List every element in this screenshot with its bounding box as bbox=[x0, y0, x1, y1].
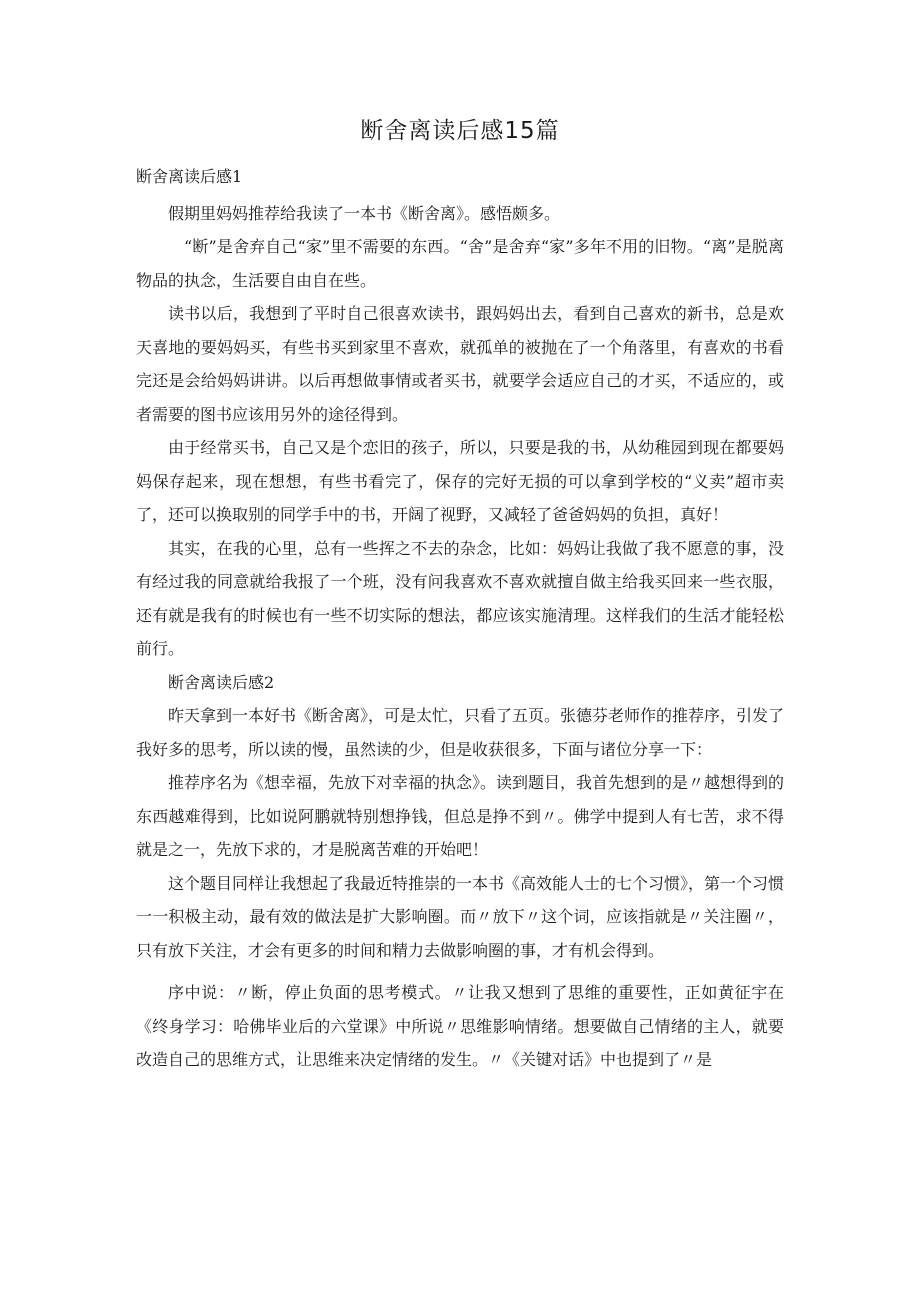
paragraph: 这个题目同样让我想起了我最近特推崇的一本书《高效能人士的七个习惯》，第一个习惯一一积极主动，最有效的做法是扩大影响圈。而〃放下〃这个词，应该指就是〃关注圈〃，只有放下关注，才会有更多的时间和精力去做影响圈的事，才有机会得到。 bbox=[136, 873, 785, 960]
paragraph: 序中说：〃断，停止负面的思考模式。〃让我又想到了思维的重要性，正如黄征宇在《终身学习：哈佛毕业后的六堂课》中所说〃思维影响情绪。想要做自己情绪的主人，就要改造自己的思维方式，让思维来决定情绪的发生。〃《关键对话》中也提到了〃是 bbox=[136, 983, 784, 1069]
paragraph: 读书以后，我想到了平时自己很喜欢读书，跟妈妈出去，看到自己喜欢的新书，总是欢天喜地的要妈妈买，有些书买到家里不喜欢，就孤单的被抛在了一个角落里，有喜欢的书看完还是会给妈妈讲讲。以后再想做事情或者买书，就要学会适应自己的才买，不适应的，或者需要的图书应该用另外的途径得到。 bbox=[136, 304, 784, 424]
paragraph: “断”是舍弃自己“家”里不需要的东西。“舍”是舍弃“家”多年不用的旧物。“离”是脱离物品的执念，生活要自由自在些。 bbox=[136, 237, 784, 290]
paragraph: 昨天拿到一本好书《断舍离》，可是太忙，只看了五页。张德芬老师作的推荐序，引发了我好多的思考，所以读的慢，虽然读的少，但是收获很多，下面与诸位分享一下： bbox=[136, 706, 785, 759]
paragraph: 假期里妈妈推荐给我读了一本书《断舍离》。感悟颇多。 bbox=[168, 203, 561, 223]
document-body bbox=[136, 160, 784, 1077]
paragraph: 其实，在我的心里，总有一些挥之不去的杂念，比如：妈妈让我做了我不愿意的事，没有经过我的同意就给我报了一个班，没有问我喜欢不喜欢就擅自做主给我买回来一些衣服，还有就是我有的时候也有一些不切实际的想法，都应该实施清理。这样我们的生活才能轻松前行。 bbox=[136, 538, 784, 658]
section-heading-1: 断舍离读后感1 bbox=[136, 167, 243, 186]
paragraph: 由于经常买书，自己又是个恋旧的孩子，所以，只要是我的书，从幼稚园到现在都要妈妈保存起来，现在想想，有些书看完了，保存的完好无损的可以拿到学校的“义卖”超市卖了，还可以换取别的同学手中的书，开阔了视野，又减轻了爸爸妈妈的负担，真好！ bbox=[136, 438, 784, 524]
paragraph: 推荐序名为《想幸福，先放下对幸福的执念》。读到题目，我首先想到的是〃越想得到的东西越难得到，比如说阿鹏就特别想挣钱，但总是挣不到〃。佛学中提到人有七苦，求不得就是之一，先放下求的，才是脱离苦难的开始吧！ bbox=[136, 773, 785, 859]
section-heading-2: 断舍离读后感2 bbox=[168, 672, 275, 692]
document-title: 断舍离读后感15篇 bbox=[360, 118, 560, 144]
